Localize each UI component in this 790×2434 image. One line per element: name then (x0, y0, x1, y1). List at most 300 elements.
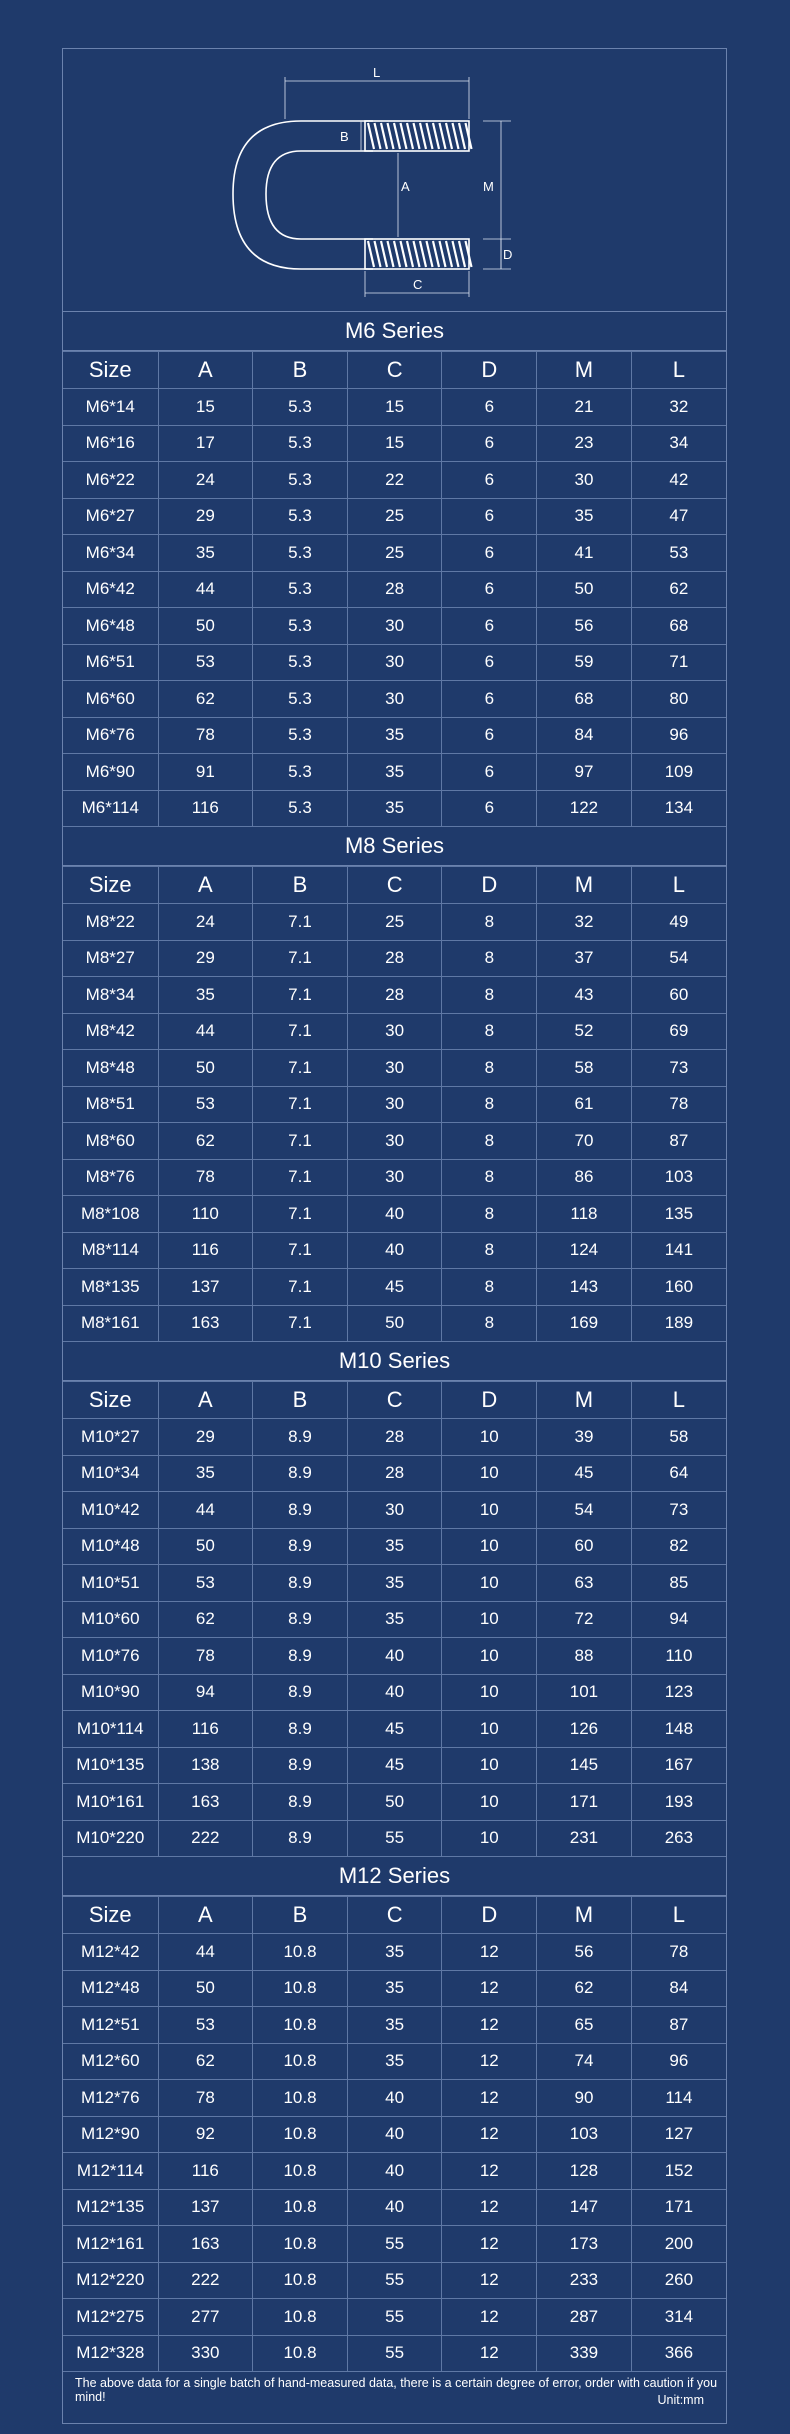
thread-line (401, 123, 407, 149)
value-cell: 339 (537, 2335, 632, 2372)
value-cell: 124 (537, 1232, 632, 1269)
thread-line (394, 241, 400, 267)
value-cell: 6 (442, 462, 537, 499)
size-cell: M10*48 (63, 1528, 158, 1565)
value-cell: 35 (347, 2043, 442, 2080)
size-cell: M10*27 (63, 1419, 158, 1456)
size-cell: M12*51 (63, 2007, 158, 2044)
value-cell: 143 (537, 1269, 632, 1306)
value-cell: 62 (158, 1601, 253, 1638)
value-cell: 171 (537, 1784, 632, 1821)
value-cell: 7.1 (253, 1305, 348, 1342)
value-cell: 8 (442, 1196, 537, 1233)
u-bend-outer-path (233, 121, 373, 269)
value-cell: 53 (158, 2007, 253, 2044)
value-cell: 45 (347, 1269, 442, 1306)
column-header: C (347, 867, 442, 904)
value-cell: 10 (442, 1674, 537, 1711)
value-cell: 52 (537, 1013, 632, 1050)
unit-label: Unit:mm (657, 2393, 704, 2407)
value-cell: 116 (158, 1711, 253, 1748)
table-row (63, 462, 726, 499)
table-row (63, 571, 726, 608)
table-row (63, 1565, 726, 1602)
value-cell: 118 (537, 1196, 632, 1233)
value-cell: 35 (347, 1601, 442, 1638)
value-cell: 88 (537, 1638, 632, 1675)
size-cell: M6*114 (63, 790, 158, 827)
table-row (63, 681, 726, 718)
value-cell: 12 (442, 2153, 537, 2190)
value-cell: 8.9 (253, 1638, 348, 1675)
value-cell: 8.9 (253, 1711, 348, 1748)
thread-line (368, 241, 374, 267)
size-cell: M12*135 (63, 2189, 158, 2226)
value-cell: 10 (442, 1565, 537, 1602)
size-cell: M6*48 (63, 608, 158, 645)
value-cell: 55 (347, 2299, 442, 2336)
value-cell: 25 (347, 535, 442, 572)
table-row (63, 1159, 726, 1196)
value-cell: 53 (158, 1565, 253, 1602)
value-cell: 10.8 (253, 2007, 348, 2044)
value-cell: 58 (537, 1050, 632, 1087)
size-cell: M12*220 (63, 2262, 158, 2299)
thread-line (388, 241, 394, 267)
table-row (63, 1601, 726, 1638)
thread-line (381, 241, 387, 267)
value-cell: 10 (442, 1528, 537, 1565)
column-header: D (442, 1382, 537, 1419)
value-cell: 60 (631, 977, 726, 1014)
value-cell: 40 (347, 1232, 442, 1269)
value-cell: 10 (442, 1638, 537, 1675)
value-cell: 47 (631, 498, 726, 535)
size-cell: M12*76 (63, 2080, 158, 2117)
value-cell: 35 (347, 1934, 442, 1971)
value-cell: 123 (631, 1674, 726, 1711)
series-title: M10 Series (63, 1342, 726, 1381)
value-cell: 126 (537, 1711, 632, 1748)
value-cell: 44 (158, 1013, 253, 1050)
value-cell: 6 (442, 717, 537, 754)
value-cell: 32 (537, 904, 632, 941)
size-cell: M10*90 (63, 1674, 158, 1711)
thread-line (414, 123, 420, 149)
table-header-row (63, 867, 726, 904)
value-cell: 116 (158, 1232, 253, 1269)
value-cell: 12 (442, 1970, 537, 2007)
size-cell: M6*14 (63, 389, 158, 426)
value-cell: 148 (631, 1711, 726, 1748)
value-cell: 160 (631, 1269, 726, 1306)
value-cell: 5.3 (253, 389, 348, 426)
size-cell: M8*60 (63, 1123, 158, 1160)
table-row (63, 1269, 726, 1306)
value-cell: 86 (537, 1159, 632, 1196)
value-cell: 116 (158, 2153, 253, 2190)
thread-line (368, 123, 374, 149)
thread-line (446, 123, 452, 149)
value-cell: 366 (631, 2335, 726, 2372)
table-row (63, 2226, 726, 2263)
value-cell: 8 (442, 904, 537, 941)
value-cell: 28 (347, 1455, 442, 1492)
value-cell: 5.3 (253, 681, 348, 718)
value-cell: 44 (158, 1492, 253, 1529)
value-cell: 32 (631, 389, 726, 426)
value-cell: 12 (442, 2080, 537, 2117)
size-cell: M8*161 (63, 1305, 158, 1342)
value-cell: 7.1 (253, 1050, 348, 1087)
thread-line (401, 241, 407, 267)
value-cell: 6 (442, 389, 537, 426)
value-cell: 94 (631, 1601, 726, 1638)
value-cell: 40 (347, 1196, 442, 1233)
value-cell: 10 (442, 1492, 537, 1529)
size-cell: M6*90 (63, 754, 158, 791)
column-header: L (631, 867, 726, 904)
value-cell: 84 (631, 1970, 726, 2007)
value-cell: 78 (158, 2080, 253, 2117)
table-row (63, 1232, 726, 1269)
size-cell: M6*60 (63, 681, 158, 718)
table-row (63, 1050, 726, 1087)
value-cell: 10.8 (253, 2080, 348, 2117)
value-cell: 35 (537, 498, 632, 535)
value-cell: 12 (442, 2189, 537, 2226)
thread-line (407, 123, 413, 149)
value-cell: 163 (158, 1305, 253, 1342)
value-cell: 8.9 (253, 1419, 348, 1456)
value-cell: 7.1 (253, 1123, 348, 1160)
value-cell: 222 (158, 2262, 253, 2299)
table-row (63, 535, 726, 572)
value-cell: 10.8 (253, 2153, 348, 2190)
value-cell: 71 (631, 644, 726, 681)
value-cell: 28 (347, 940, 442, 977)
value-cell: 39 (537, 1419, 632, 1456)
value-cell: 17 (158, 425, 253, 462)
column-header: A (158, 867, 253, 904)
value-cell: 53 (158, 644, 253, 681)
value-cell: 40 (347, 1638, 442, 1675)
value-cell: 35 (158, 977, 253, 1014)
value-cell: 78 (158, 1159, 253, 1196)
value-cell: 69 (631, 1013, 726, 1050)
thread-line (446, 241, 452, 267)
value-cell: 30 (347, 681, 442, 718)
value-cell: 6 (442, 644, 537, 681)
value-cell: 10 (442, 1784, 537, 1821)
value-cell: 5.3 (253, 790, 348, 827)
table-row (63, 717, 726, 754)
value-cell: 24 (158, 904, 253, 941)
value-cell: 7.1 (253, 1196, 348, 1233)
thread-line (420, 123, 426, 149)
value-cell: 163 (158, 2226, 253, 2263)
dim-label-c: C (413, 277, 423, 292)
footnote (63, 2372, 726, 2407)
thread-hatching (368, 123, 472, 267)
value-cell: 91 (158, 754, 253, 791)
value-cell: 30 (347, 1013, 442, 1050)
value-cell: 50 (537, 571, 632, 608)
value-cell: 28 (347, 977, 442, 1014)
size-cell: M8*27 (63, 940, 158, 977)
value-cell: 15 (347, 425, 442, 462)
thread-line (440, 123, 446, 149)
value-cell: 85 (631, 1565, 726, 1602)
column-header: D (442, 867, 537, 904)
value-cell: 233 (537, 2262, 632, 2299)
value-cell: 73 (631, 1050, 726, 1087)
value-cell: 55 (347, 2335, 442, 2372)
value-cell: 15 (347, 389, 442, 426)
value-cell: 138 (158, 1747, 253, 1784)
size-cell: M12*328 (63, 2335, 158, 2372)
value-cell: 44 (158, 1934, 253, 1971)
value-cell: 43 (537, 977, 632, 1014)
thread-line (427, 123, 433, 149)
table-row (63, 1674, 726, 1711)
value-cell: 35 (347, 790, 442, 827)
footnote-text: The above data for a single batch of hand-measured data, there is a certain degree of error, order with caution if you mind! (75, 2376, 718, 2404)
table-row (63, 1086, 726, 1123)
u-bolt-drawing (63, 49, 726, 311)
value-cell: 60 (537, 1528, 632, 1565)
value-cell: 37 (537, 940, 632, 977)
value-cell: 50 (347, 1784, 442, 1821)
value-cell: 189 (631, 1305, 726, 1342)
value-cell: 101 (537, 1674, 632, 1711)
value-cell: 8 (442, 1159, 537, 1196)
value-cell: 50 (347, 1305, 442, 1342)
size-cell: M12*42 (63, 1934, 158, 1971)
series-table (63, 866, 726, 1342)
column-header: Size (63, 352, 158, 389)
column-header: B (253, 1382, 348, 1419)
thread-line (459, 241, 465, 267)
value-cell: 12 (442, 2043, 537, 2080)
value-cell: 96 (631, 2043, 726, 2080)
column-header: L (631, 1897, 726, 1934)
size-cell: M10*114 (63, 1711, 158, 1748)
table-row (63, 1711, 726, 1748)
size-cell: M6*42 (63, 571, 158, 608)
dim-label-d: D (503, 247, 513, 262)
value-cell: 10.8 (253, 1934, 348, 1971)
value-cell: 8 (442, 977, 537, 1014)
value-cell: 193 (631, 1784, 726, 1821)
value-cell: 25 (347, 904, 442, 941)
value-cell: 97 (537, 754, 632, 791)
value-cell: 10 (442, 1747, 537, 1784)
value-cell: 10.8 (253, 2043, 348, 2080)
thread-line (414, 241, 420, 267)
value-cell: 23 (537, 425, 632, 462)
value-cell: 167 (631, 1747, 726, 1784)
value-cell: 8.9 (253, 1455, 348, 1492)
column-header: C (347, 1897, 442, 1934)
value-cell: 40 (347, 1674, 442, 1711)
value-cell: 74 (537, 2043, 632, 2080)
size-cell: M10*51 (63, 1565, 158, 1602)
value-cell: 30 (347, 608, 442, 645)
value-cell: 84 (537, 717, 632, 754)
value-cell: 45 (537, 1455, 632, 1492)
value-cell: 7.1 (253, 940, 348, 977)
value-cell: 22 (347, 462, 442, 499)
value-cell: 145 (537, 1747, 632, 1784)
value-cell: 5.3 (253, 608, 348, 645)
thread-line (459, 123, 465, 149)
value-cell: 30 (347, 1050, 442, 1087)
column-header: Size (63, 1897, 158, 1934)
value-cell: 45 (347, 1711, 442, 1748)
table-row (63, 2080, 726, 2117)
size-cell: M8*114 (63, 1232, 158, 1269)
value-cell: 8 (442, 1232, 537, 1269)
size-cell: M10*135 (63, 1747, 158, 1784)
value-cell: 7.1 (253, 977, 348, 1014)
value-cell: 53 (631, 535, 726, 572)
size-cell: M6*27 (63, 498, 158, 535)
value-cell: 10.8 (253, 2335, 348, 2372)
value-cell: 10.8 (253, 2116, 348, 2153)
series-table (63, 1381, 726, 1857)
value-cell: 72 (537, 1601, 632, 1638)
value-cell: 6 (442, 790, 537, 827)
value-cell: 137 (158, 1269, 253, 1306)
value-cell: 103 (537, 2116, 632, 2153)
value-cell: 5.3 (253, 717, 348, 754)
value-cell: 8 (442, 1013, 537, 1050)
value-cell: 109 (631, 754, 726, 791)
value-cell: 56 (537, 608, 632, 645)
value-cell: 8 (442, 1123, 537, 1160)
value-cell: 62 (631, 571, 726, 608)
value-cell: 30 (347, 1086, 442, 1123)
value-cell: 10.8 (253, 2226, 348, 2263)
table-row (63, 2189, 726, 2226)
value-cell: 128 (537, 2153, 632, 2190)
value-cell: 5.3 (253, 644, 348, 681)
value-cell: 30 (347, 1123, 442, 1160)
value-cell: 10 (442, 1601, 537, 1638)
value-cell: 10.8 (253, 2189, 348, 2226)
size-cell: M8*34 (63, 977, 158, 1014)
column-header: A (158, 1897, 253, 1934)
value-cell: 40 (347, 2153, 442, 2190)
table-row (63, 1820, 726, 1857)
value-cell: 110 (631, 1638, 726, 1675)
value-cell: 87 (631, 1123, 726, 1160)
dim-label-b: B (340, 129, 349, 144)
column-header: B (253, 867, 348, 904)
table-row (63, 1123, 726, 1160)
value-cell: 49 (631, 904, 726, 941)
value-cell: 73 (631, 1492, 726, 1529)
value-cell: 263 (631, 1820, 726, 1857)
value-cell: 12 (442, 1934, 537, 1971)
value-cell: 5.3 (253, 571, 348, 608)
value-cell: 10 (442, 1455, 537, 1492)
value-cell: 78 (158, 1638, 253, 1675)
table-row (63, 1638, 726, 1675)
table-row (63, 1528, 726, 1565)
value-cell: 7.1 (253, 1013, 348, 1050)
value-cell: 28 (347, 1419, 442, 1456)
value-cell: 6 (442, 754, 537, 791)
series-tables (63, 312, 726, 2372)
value-cell: 5.3 (253, 425, 348, 462)
column-header: C (347, 352, 442, 389)
value-cell: 56 (537, 1934, 632, 1971)
value-cell: 92 (158, 2116, 253, 2153)
value-cell: 55 (347, 2226, 442, 2263)
value-cell: 12 (442, 2262, 537, 2299)
value-cell: 61 (537, 1086, 632, 1123)
table-row (63, 904, 726, 941)
series-table (63, 1896, 726, 2372)
spec-sheet (62, 48, 727, 2424)
u-bend-inner-path (266, 151, 373, 239)
size-cell: M10*76 (63, 1638, 158, 1675)
value-cell: 42 (631, 462, 726, 499)
value-cell: 8 (442, 1305, 537, 1342)
table-row (63, 1455, 726, 1492)
value-cell: 35 (158, 535, 253, 572)
value-cell: 5.3 (253, 498, 348, 535)
value-cell: 15 (158, 389, 253, 426)
value-cell: 30 (537, 462, 632, 499)
table-row (63, 2153, 726, 2190)
column-header: L (631, 352, 726, 389)
value-cell: 55 (347, 1820, 442, 1857)
column-header: B (253, 352, 348, 389)
value-cell: 6 (442, 608, 537, 645)
value-cell: 7.1 (253, 1086, 348, 1123)
table-row (63, 2043, 726, 2080)
thread-line (375, 241, 381, 267)
value-cell: 35 (347, 1565, 442, 1602)
table-row (63, 1419, 726, 1456)
thread-line (388, 123, 394, 149)
value-cell: 8.9 (253, 1492, 348, 1529)
value-cell: 50 (158, 1528, 253, 1565)
thread-line (453, 123, 459, 149)
thread-line (433, 123, 439, 149)
series-table (63, 351, 726, 827)
value-cell: 35 (347, 1528, 442, 1565)
value-cell: 70 (537, 1123, 632, 1160)
u-bolt-diagram (63, 49, 726, 312)
thread-line (407, 241, 413, 267)
table-row (63, 644, 726, 681)
size-cell: M12*48 (63, 1970, 158, 2007)
value-cell: 62 (537, 1970, 632, 2007)
value-cell: 222 (158, 1820, 253, 1857)
value-cell: 6 (442, 571, 537, 608)
table-header-row (63, 352, 726, 389)
value-cell: 40 (347, 2116, 442, 2153)
value-cell: 50 (158, 608, 253, 645)
value-cell: 62 (158, 2043, 253, 2080)
value-cell: 78 (158, 717, 253, 754)
value-cell: 5.3 (253, 535, 348, 572)
value-cell: 12 (442, 2335, 537, 2372)
